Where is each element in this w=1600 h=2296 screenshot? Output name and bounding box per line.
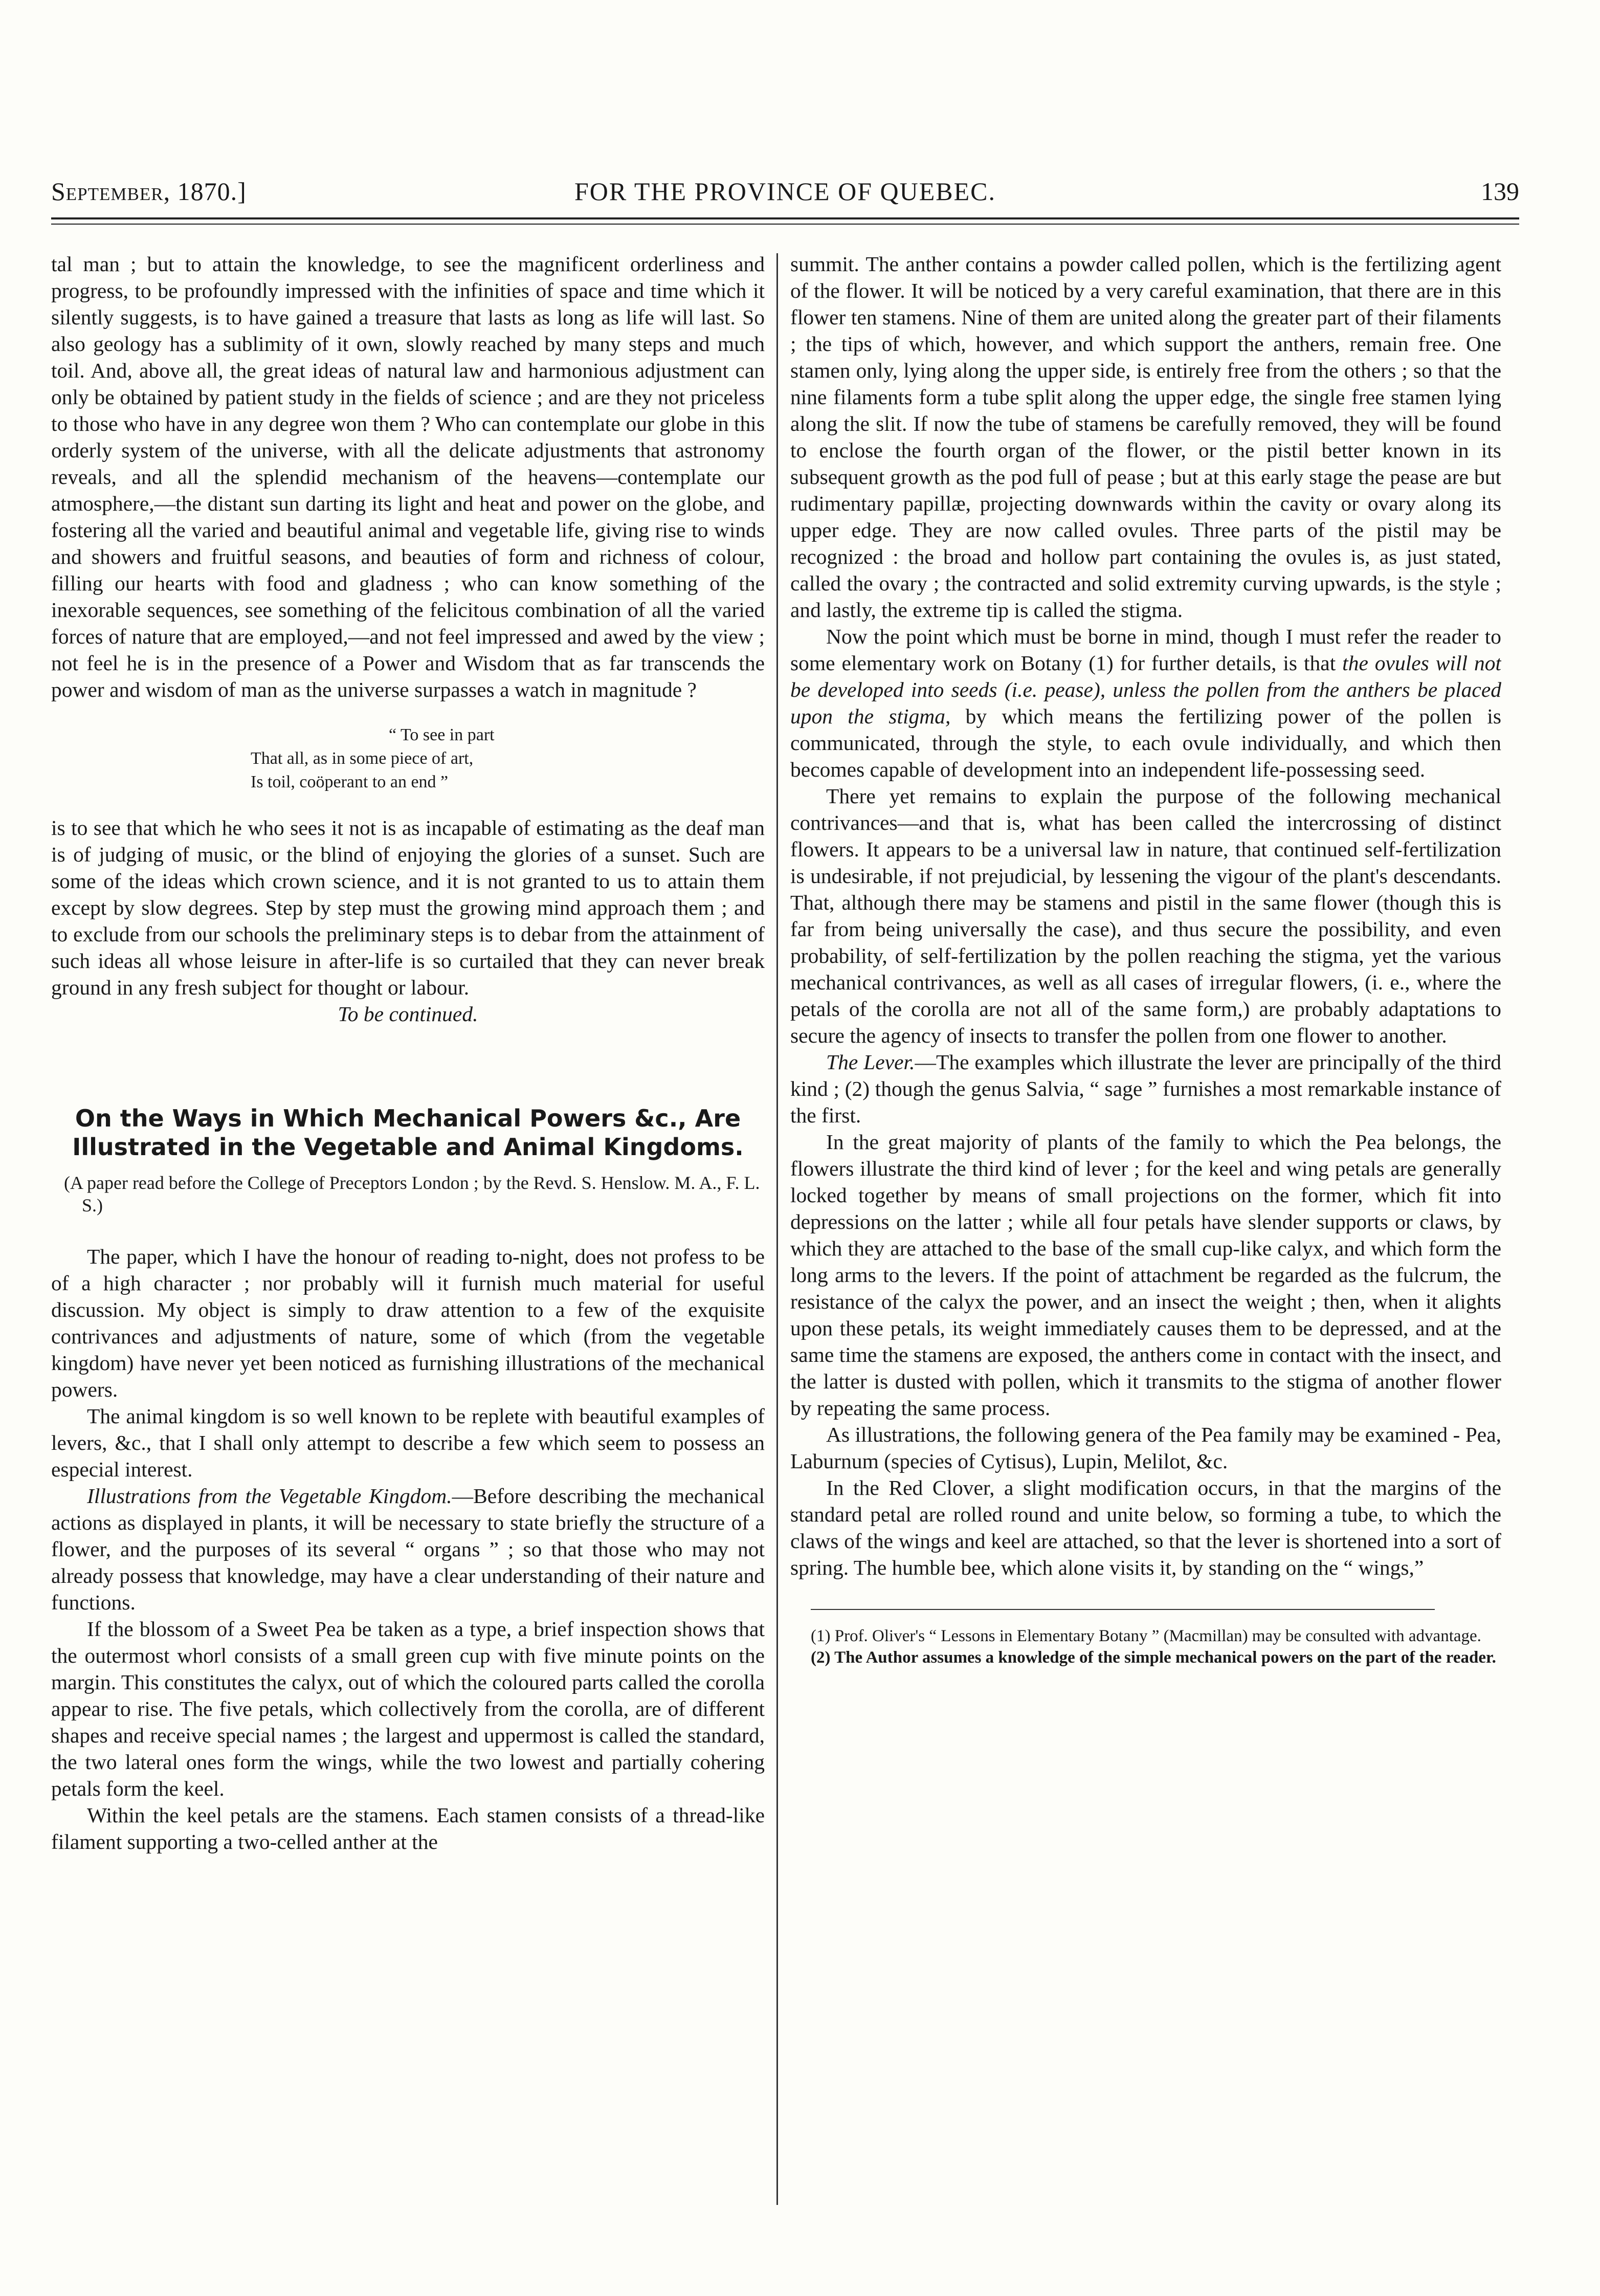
column-divider (776, 253, 778, 2205)
article-title: On the Ways in Which Mechanical Powers &c., Are Illustrated in the Vegetable and Animal Kingdoms. (72, 1105, 744, 1161)
verse-line: “ To see in part (389, 725, 495, 744)
article-byline: (A paper read before the College of Preceptors London ; by the Revd. S. Henslow. M. A., F. L. S.) (64, 1173, 760, 1216)
paragraph: is to see that which he who sees it not is as incapable of estimating as the deaf man is of judging of music, or the blind of enjoying the glories of a sunset. Such are some of the ideas which crown science, and it is not granted to us to attain them except by slow degrees. Step by step must the growing mind approach them ; and to exclude from our schools the preliminary steps is to debar from the attainment of such ideas all whose leisure in after-life is so curtailed that they can never break ground in any fresh subject for thought or labour. (51, 816, 765, 999)
section-lead: The Lever. (826, 1050, 915, 1074)
header-rule-thick (51, 217, 1519, 219)
paragraph: Now the point which must be borne in mind, though I must refer the reader to some elementary work on Botany (1) for further details, is that the ovules will not be developed into seeds (i.e. pease), unless the pollen from the anthers be placed upon the stigma, by which means the fertilizing power of the pollen is communicated, through the style, to each ovule individually, and which then becomes capable of development into an independent life-possessing seed. (790, 625, 1501, 781)
header-date: September, 1870.] (51, 177, 247, 206)
paragraph: summit. The anther contains a powder called pollen, which is the fertilizing agent of the flower. It will be noticed by a very careful examination, that there are in this flower ten stamens. Nine of them are united along the greater part of their filaments ; the tips of which, however, and which support the anthers, remain free. One stamen only, lying along the upper side, is entirely free from the others ; so that the nine filaments form a tube split along the upper edge, the single free stamen lying along the slit. If now the tube of stamens be carefully removed, they will be found to enclose the fourth organ of the flower, or the pistil better known in its subsequent growth as the pod full of pease ; but at this early stage the pease are but rudimentary papillæ, projecting downwards within the cavity or ovary along its upper edge. They are now called ovules. Three parts of the pistil may be recognized : the broad and hollow part containing the ovules is, as just stated, called the ovary ; the contracted and solid extremity curving upwards, is the style ; and lastly, the extreme tip is called the stigma. (790, 252, 1501, 622)
paragraph: If the blossom of a Sweet Pea be taken as a type, a brief inspection shows that the outermost whorl consists of a small green cup with five minute points on the margin. This constitutes the calyx, out of which the coloured parts called the corolla appear to rise. The five petals, which collectively from the corolla, are of different shapes and receive special names ; the largest and uppermost is called the standard, the two lateral ones form the wings, while the two lowest and partially cohering petals form the keel. (51, 1617, 765, 1800)
left-column (51, 251, 765, 2210)
verse-line: That all, as in some piece of art, (251, 749, 474, 768)
paragraph: In the great majority of plants of the family to which the Pea belongs, the flowers illustrate the third kind of lever ; for the keel and wing petals are generally locked together by means of small projections on the former, which fit into depressions on the latter ; while all four petals have slender supports or claws, by which they are attached to the base of the small cup-like calyx, and which form the long arms to the levers. If the point of attachment be regarded as the fulcrum, the resistance of the calyx the power, and an insect the weight ; then, when it alights upon these petals, its weight immediately causes them to be depressed, and at the same time the stamens are exposed, the anthers come in contact with the insect, and the latter is dusted with pollen, which it transmits to the stigma of another flower by repeating the same process. (790, 1130, 1501, 1420)
footnote: (2) The Author assumes a knowledge of the simple mechanical powers on the part of the reader. (811, 1648, 1496, 1667)
paragraph: As illustrations, the following genera of the Pea family may be examined - Pea, Laburnum (species of Cytisus), Lupin, Melilot, &c. (790, 1423, 1501, 1473)
section-lead: Illustrations from the Vegetable Kingdom. (87, 1484, 452, 1508)
verse-line: Is toil, coöperant to an end ” (251, 772, 449, 791)
emphasis: the ovules will not be developed into seeds (i.e. pease), unless the pollen from the anthers be placed upon the stigma, (790, 651, 1501, 728)
footnote-rule (811, 1609, 1435, 1610)
page-number: 139 (1481, 177, 1519, 206)
right-column (790, 251, 1501, 2210)
verse-quote (51, 723, 765, 794)
paragraph: The Lever.—The examples which illustrate the lever are principally of the third kind ; (2) though the genus Salvia, “ sage ” furnishes a most remarkable instance of the first. (790, 1050, 1501, 1127)
paragraph: tal man ; but to attain the knowledge, to see the magnificent orderliness and progress, to be profoundly impressed with the infinities of space and time which it silently suggests, is to have gained a treasure that lasts as long as life will last. So also geology has a sublimity of it own, slowly reached by many steps and much toil. And, above all, the great ideas of natural law and harmonious adjustment can only be obtained by patient study in the fields of science ; and are they not priceless to those who have in any degree won them ? Who can contemplate our globe in this orderly system of the universe, with all the delicate adjustments that astronomy reveals, and all the splendid mechanism of the heavens—contemplate our atmosphere,—the distant sun darting its light and heat and power on the globe, and fostering all the varied and beautiful animal and vegetable life, giving rise to winds and showers and fruitful seasons, and beauties of form and richness of colour, filling our hearts with food and gladness ; who can know something of the inexorable sequences, see something of the felicitous combination of all the varied forces of nature that are employed,—and not feel impressed and awed by the view ; not feel he is in the presence of a Power and Wisdom that as far transcends the power and wisdom of man as the universe surpasses a watch in magnitude ? (51, 252, 765, 701)
running-header (51, 166, 1519, 212)
paragraph: The animal kingdom is so well known to be replete with beautiful examples of levers, &c., that I shall only attempt to describe a few which seem to possess an especial interest. (51, 1404, 765, 1481)
paragraph: The paper, which I have the honour of reading to-night, does not profess to be of a high character ; nor probably will it furnish much material for useful discussion. My object is simply to draw attention to a few of the exquisite contrivances and adjustments of nature, some of which (from the vegetable kingdom) have never yet been noticed as furnishing illustrations of the mechanical powers. (51, 1245, 765, 1401)
paragraph: There yet remains to explain the purpose of the following mechanical contrivances—and that is, what has been called the intercrossing of distinct flowers. It appears to be a universal law in nature, that continued self-fertilization is undesirable, if not prejudicial, by lessening the vigour of the plant's descendants. That, although there may be stamens and pistil in the same flower (though this is far from being universally the case), and thus secure the possibility, and even probability, of self-fertilization by the pollen reaching the stigma, yet the various mechanical contrivances, as well as all cases of irregular flowers, (i. e., where the petals of the corolla are not all of the same form,) are probably adaptations to secure the agency of insects to transfer the pollen from one flower to another. (790, 784, 1501, 1047)
header-title: FOR THE PROVINCE OF QUEBEC. (574, 177, 996, 206)
paragraph: Illustrations from the Vegetable Kingdom.—Before describing the mechanical actions as displayed in plants, it will be necessary to state briefly the structure of a flower, and the purposes of its several “ organs ” ; so that those who may not already possess that knowledge, may have a clear understanding of their nature and functions. (51, 1484, 765, 1614)
footnote: (1) Prof. Oliver's “ Lessons in Elementary Botany ” (Macmillan) may be consulted with advantage. (811, 1627, 1481, 1645)
to-be-continued: To be continued. (338, 1002, 478, 1026)
header-rule-thin (51, 224, 1519, 225)
paragraph: In the Red Clover, a slight modification occurs, in that the margins of the standard petal are rolled round and unite below, so forming a tube, to which the claws of the wings and keel are attached, so that the lever is shortened into a sort of spring. The humble bee, which alone visits it, by standing on the “ wings,” (790, 1476, 1501, 1579)
paragraph: Within the keel petals are the stamens. Each stamen consists of a thread-like filament supporting a two-celled anther at the (51, 1803, 765, 1853)
